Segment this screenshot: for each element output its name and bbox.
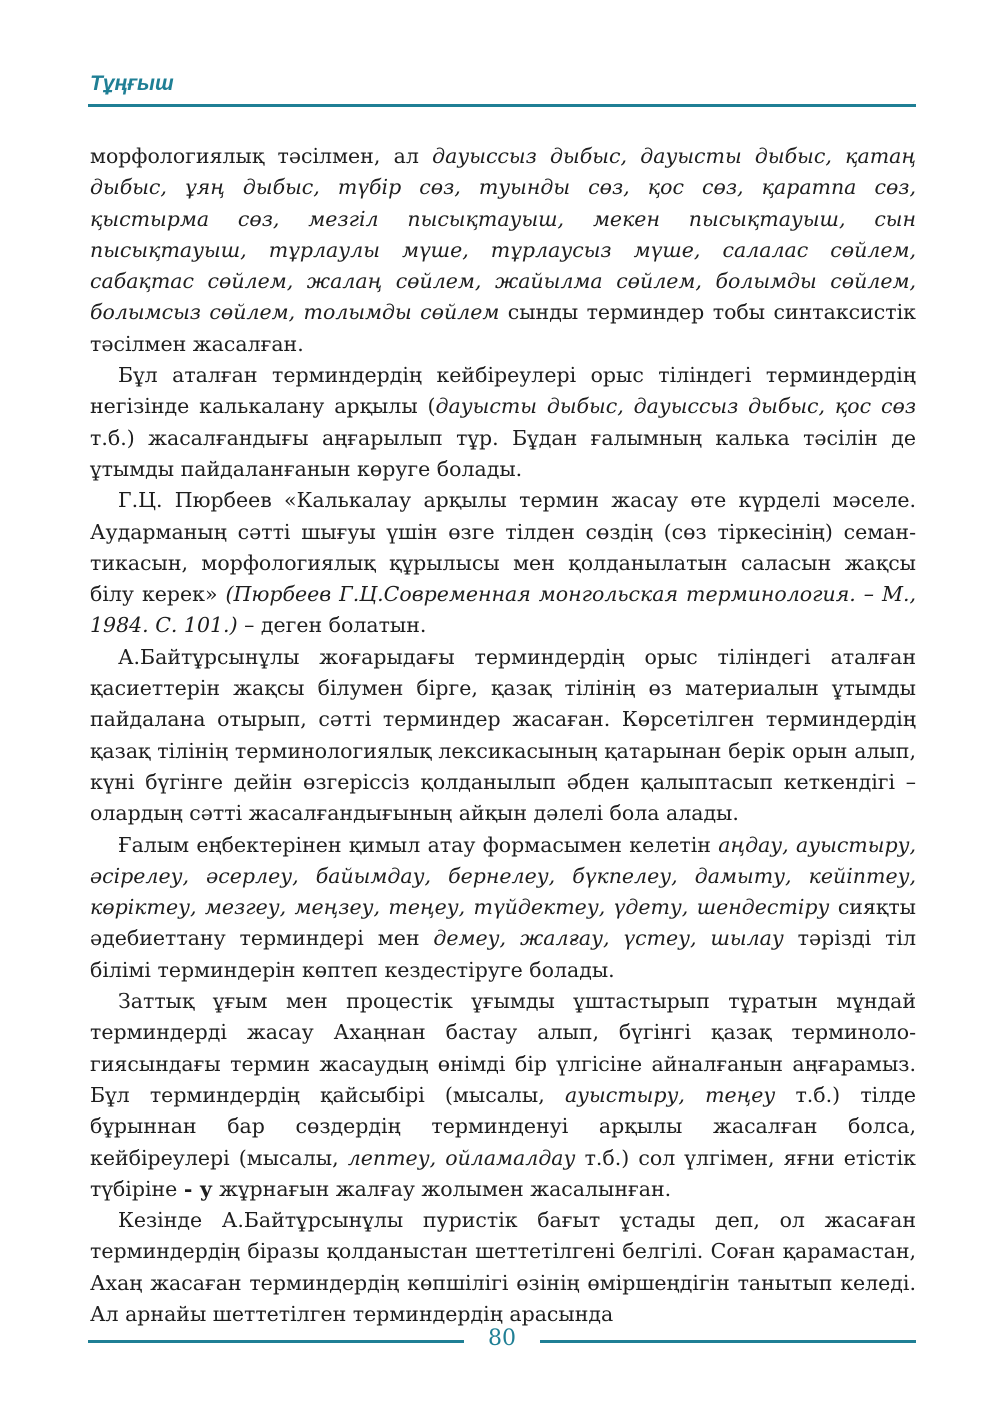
paragraph bbox=[90, 1205, 916, 1330]
footer-divider-right bbox=[540, 1340, 916, 1343]
text-run: т.б.) жасалғандығы аңғарылып тұр. Бұдан ғалымның калька тәсілін де ұтымды пайдаланғанын көруге болады. bbox=[90, 425, 916, 481]
text-run: Г.Ц. Пюрбеев «Калькалау арқылы термин жасау өте күрделі мәселе. Аударманың сәтті шығуы үшін өзге тілден сөздің (сөз тіркесінің) семантикасын, морфологиялық құрылысы мен қолданылатын саласын жақсы білу керек» bbox=[90, 488, 916, 607]
body-text bbox=[90, 141, 916, 1330]
italic-run: демеу, жалғау, үстеу, шылау bbox=[433, 926, 784, 951]
italic-run: лептеу, ойламалдау bbox=[347, 1145, 576, 1170]
text-run: т.б.) тілде бұрыннан бар сөздердің терминденуі арқылы жасалған болса, кейбіреулері (мысалы, bbox=[90, 1082, 916, 1170]
text-run: А.Байтұрсынұлы жоғарыдағы терминдердің орыс тіліндегі аталған қасиеттерін жақсы білумен бірге, қазақ тілінің өз материалын ұтымды пайдалана отырып, сәтті терминдер жасаған. Көрсетілген терминдердің қазақ тілінің терминологиялық лексикасының қатарынан берік орын алып, күні бүгінге дейін өзгеріссіз қолданылып әбден қалыптасып кеткендігі – олардың сәтті жасалғандығының айқын дәлелі бола алады. bbox=[90, 644, 916, 826]
italic-run: ауыстыру, теңеу bbox=[564, 1082, 776, 1107]
paragraph bbox=[90, 360, 916, 485]
italic-run: дауыссыз дыбыс, дауысты дыбыс, қатаң дыбыс, ұяң дыбыс, түбір сөз, туынды сөз, қос сөз, қаратпа сөз, қыстырма сөз, мезгіл пысықтауыш, мекен пысықтауыш, сын пысықтауыш, тұрлаулы мүше, тұрлаусыз мүше, салалас сөйлем, сабақтас сөйлем, жалаң сөйлем, жайылма сөйлем, болымды сөйлем, болымсыз сөйлем, толымды сөйлем bbox=[90, 144, 916, 325]
paragraph bbox=[90, 830, 916, 986]
page-number: 80 bbox=[488, 1326, 516, 1351]
text-run: т.б.) сол үлгімен, яғни етістік түбіріне bbox=[90, 1145, 916, 1201]
paragraph bbox=[90, 642, 916, 830]
italic-run: дауысты дыбыс, дауыссыз дыбыс, қос сөз bbox=[435, 394, 916, 419]
text-run: морфологиялық тәсілмен, ал bbox=[90, 144, 433, 168]
text-run: тәрізді тіл білімі терминдерін көптеп кездестіруге болады. bbox=[90, 926, 916, 982]
header-divider bbox=[88, 104, 916, 107]
italic-run: (Пюрбеев Г.Ц.Современная монгольская терминология. – М., 1984. С. 101.) bbox=[90, 582, 916, 638]
italic-run: аңдау, ауыстыру, әсірелеу, әсерлеу, байымдау, бернелеу, бүкпелеу, дамыту, кейіптеу, көріктеу, мезгеу, меңзеу, теңеу, түйдектеу, үдету, шендестіру bbox=[90, 832, 916, 920]
text-run: Ғалым еңбектерінен қимыл атау формасымен келетін bbox=[118, 832, 719, 857]
paragraph bbox=[90, 485, 916, 641]
text-run: жұрнағын жалғау жолымен жасалынған. bbox=[212, 1176, 672, 1201]
text-run: – деген болатын. bbox=[237, 613, 427, 638]
text-run: Кезінде А.Байтұрсынұлы пуристік бағыт ұстады деп, ол жасаған терминдердің біразы қолданыстан шеттетілгені белгілі. Соған қарамастан, Ахаң жасаған терминдердің көпшілігі өзінің өміршеңдігін танытып келеді. Ал арнайы шеттетілген терминдердің арасында bbox=[90, 1208, 916, 1326]
footer-divider-left bbox=[88, 1340, 464, 1343]
paragraph bbox=[90, 141, 916, 360]
text-run: сынды терминдер тобы синтаксистік тәсілмен жасалған. bbox=[90, 300, 916, 356]
text-run: Бұл аталған терминдердің кейбіреулері орыс тіліндегі терминдердің негізінде калькалану арқылы ( bbox=[90, 363, 916, 419]
running-header-title: Тұңғыш bbox=[90, 72, 174, 95]
text-run: Заттық ұғым мен процестік ұғымды ұштастырып тұратын мұндай терминдерді жасау Ахаңнан бастау алып, бүгінгі қазақ терминологиясындағы термин жасаудың өнімді бір үлгісіне айналғанын аңғарамыз. Бұл терминдердің қайсыбірі (мысалы, bbox=[90, 989, 916, 1107]
text-run: сияқты әдебиеттану терминдері мен bbox=[90, 895, 916, 951]
bold-run: - у bbox=[183, 1176, 213, 1201]
paragraph bbox=[90, 986, 916, 1205]
